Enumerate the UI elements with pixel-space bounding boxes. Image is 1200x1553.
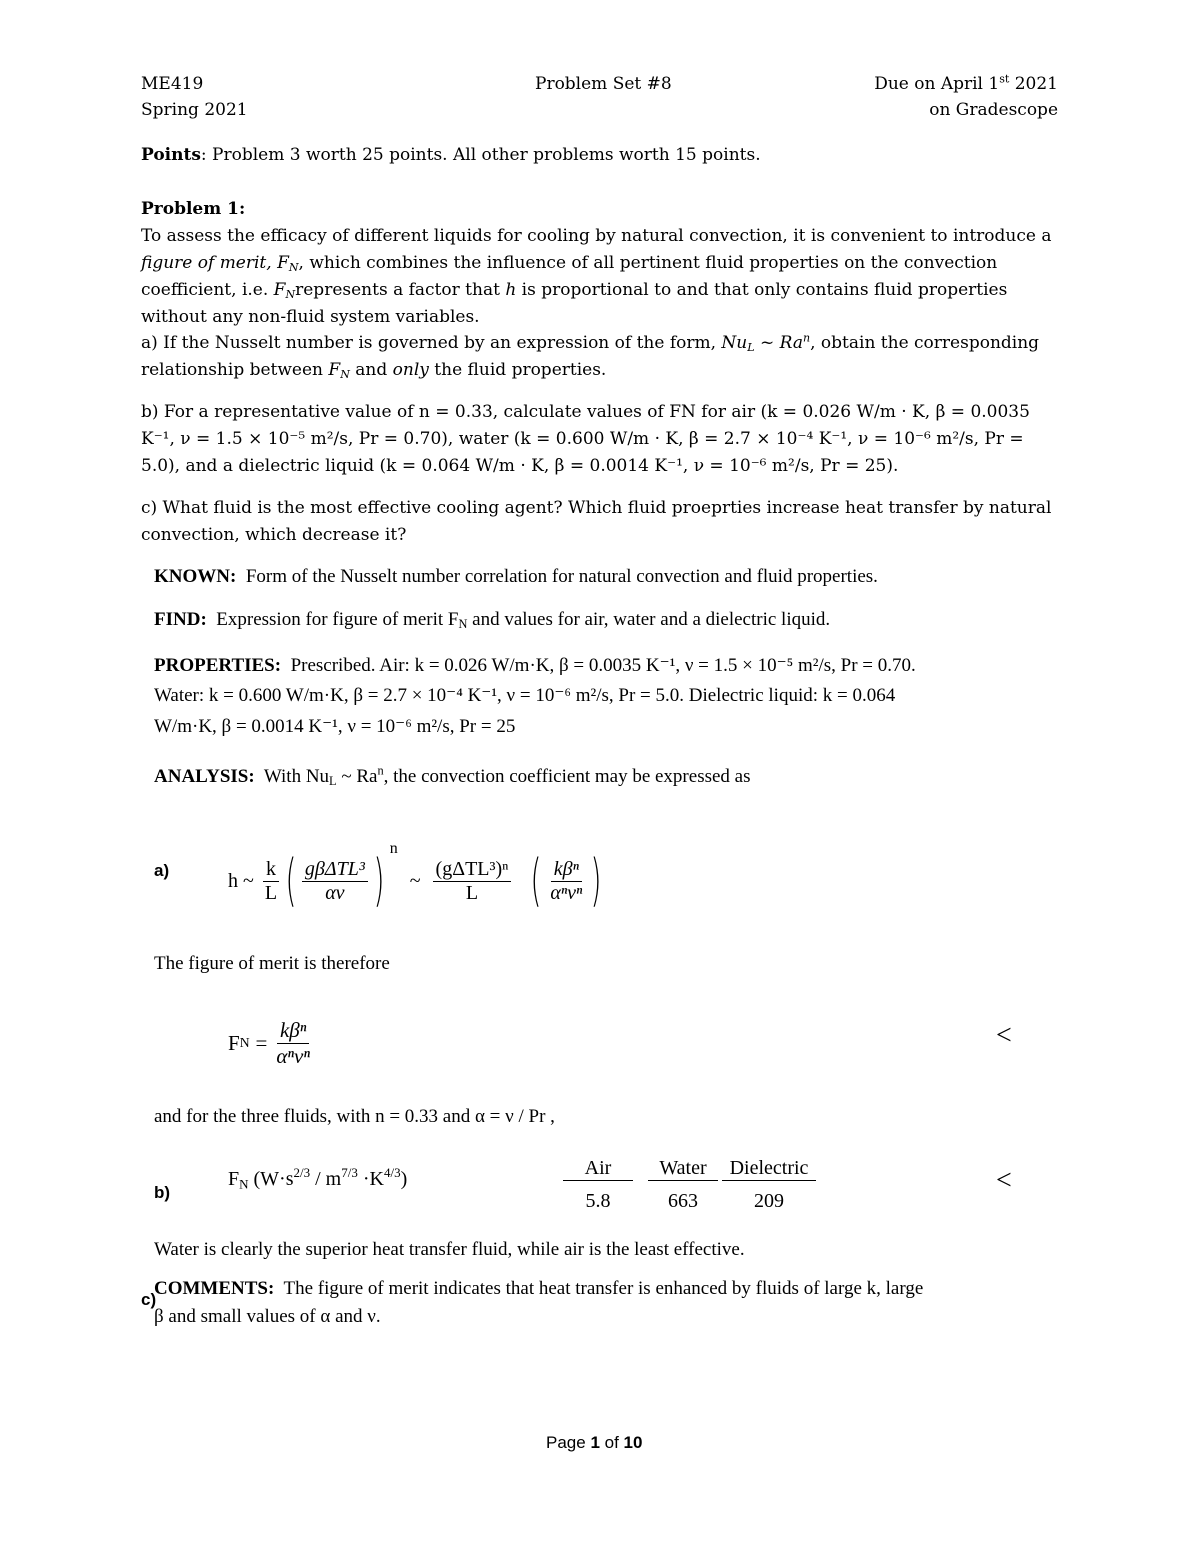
- comments-line: β and small values of α and ν.: [154, 1306, 381, 1327]
- merit-text: The figure of merit is therefore: [154, 953, 390, 974]
- part-b-line: 5.0), and a dielectric liquid (k = 0.064 W/m · K, β = 0.0014 K⁻¹, ν = 10⁻⁶ m²/s, Pr = 25).: [141, 456, 899, 476]
- problem-intro-line: without any non-fluid system variables.: [141, 307, 480, 327]
- page-title: Problem Set #8: [535, 74, 672, 94]
- equation-a: h ~ $\frac{k}{L}$ ( $\frac{\text{gβΔTL³}}{\alpha\nu}$ ) n ~ $\frac{\text{(gΔTL³)ⁿ}}{L}$ ( $\frac{\text{kβⁿ}}{\text{αⁿνⁿ}}$ ): [228, 840, 602, 913]
- figure-of-merit-equation: F N = $\frac{\text{kβⁿ}}{\text{αⁿνⁿ}}$: [228, 1017, 310, 1068]
- part-b-line: K⁻¹, ν = 1.5 × 10⁻⁵ m²/s, Pr = 0.70), water (k = 0.600 W/m · K, β = 2.7 × 10⁻⁴ K⁻¹, ν = 10⁻⁶ m²/s, Pr =: [141, 429, 1024, 449]
- label-a: a): [154, 861, 170, 880]
- fn-units: $F_N$ $(W\cdot s^{2/3} / m^{7/3} \cdot K^{4/3})$: [228, 1165, 408, 1192]
- part-a-line: relationship between $F_N$ and only the fluid properties.: [141, 360, 607, 381]
- label-c: c): [141, 1290, 157, 1309]
- known-line: KNOWN: Form of the Nusselt number correlation for natural convection and fluid properties.: [154, 566, 878, 587]
- problem-intro-line: figure of merit, $F_N$, which combines the influence of all pertinent fluid properties on the convection: [141, 253, 998, 274]
- three-fluids-text: and for the three fluids, with n = 0.33 and α = ν / Pr ,: [154, 1106, 555, 1127]
- properties-line: PROPERTIES: Prescribed. Air: k = 0.026 W/m·K, β = 0.0035 K⁻¹, ν = 1.5 × 10⁻⁵ m²/s, Pr = 0.70.: [154, 655, 916, 676]
- part-c-line: convection, which decrease it?: [141, 525, 407, 545]
- problem-title: Problem 1:: [141, 199, 246, 219]
- due-location: on Gradescope: [929, 100, 1058, 120]
- result-mark: <: [996, 1020, 1012, 1051]
- result-mark: <: [996, 1165, 1012, 1196]
- value-dielectric: 209: [754, 1190, 784, 1212]
- properties-line: W/m·K, β = 0.0014 K⁻¹, ν = 10⁻⁶ m²/s, Pr = 25: [154, 716, 516, 737]
- analysis-line: ANALYSIS: With $Nu_L$ ~ Ra$^n$, the convection coefficient may be expressed as: [154, 763, 751, 789]
- problem-intro-line: To assess the efficacy of different liquids for cooling by natural convection, it is convenient to introduce a: [141, 226, 1052, 246]
- column-header-water: Water: [648, 1157, 718, 1181]
- value-air: 5.8: [585, 1190, 611, 1212]
- properties-line: Water: k = 0.600 W/m·K, β = 2.7 × 10⁻⁴ K⁻¹, ν = 10⁻⁶ m²/s, Pr = 5.0. Dielectric liquid: k = 0.064: [154, 685, 896, 706]
- part-c-line: c) What fluid is the most effective cooling agent? Which fluid proeprties increase heat transfer by natural: [141, 498, 1052, 518]
- due-date: Due on April 1st 2021: [874, 72, 1058, 94]
- value-water: 663: [668, 1190, 698, 1212]
- water-conclusion: Water is clearly the superior heat transfer fluid, while air is the least effective.: [154, 1239, 745, 1260]
- column-header-air: Air: [563, 1157, 633, 1181]
- course-code: ME419: [141, 74, 204, 94]
- label-b: b): [154, 1183, 171, 1202]
- part-a-line: a) If the Nusselt number is governed by an expression of the form, $Nu_L$ ~ Ra$^n$, obtain the corresponding: [141, 331, 1040, 354]
- comments-line: COMMENTS: The figure of merit indicates that heat transfer is enhanced by fluids of large k, large: [154, 1278, 924, 1299]
- course-term: Spring 2021: [141, 100, 248, 120]
- problem-intro-line: coefficient, i.e. $F_Nrepresents$ a factor that h is proportional to and that only contains fluid properties: [141, 280, 1008, 301]
- page-number: Page 1 of 10: [546, 1433, 643, 1452]
- find-line: FIND: Expression for figure of merit $F_N$ and values for air, water and a dielectric liquid.: [154, 609, 831, 632]
- points-line: Points: Problem 3 worth 25 points. All other problems worth 15 points.: [141, 145, 761, 165]
- part-b-line: b) For a representative value of n = 0.33, calculate values of FN for air (k = 0.026 W/m · K, β = 0.0035: [141, 402, 1030, 422]
- column-header-dielectric: Dielectric: [722, 1157, 816, 1181]
